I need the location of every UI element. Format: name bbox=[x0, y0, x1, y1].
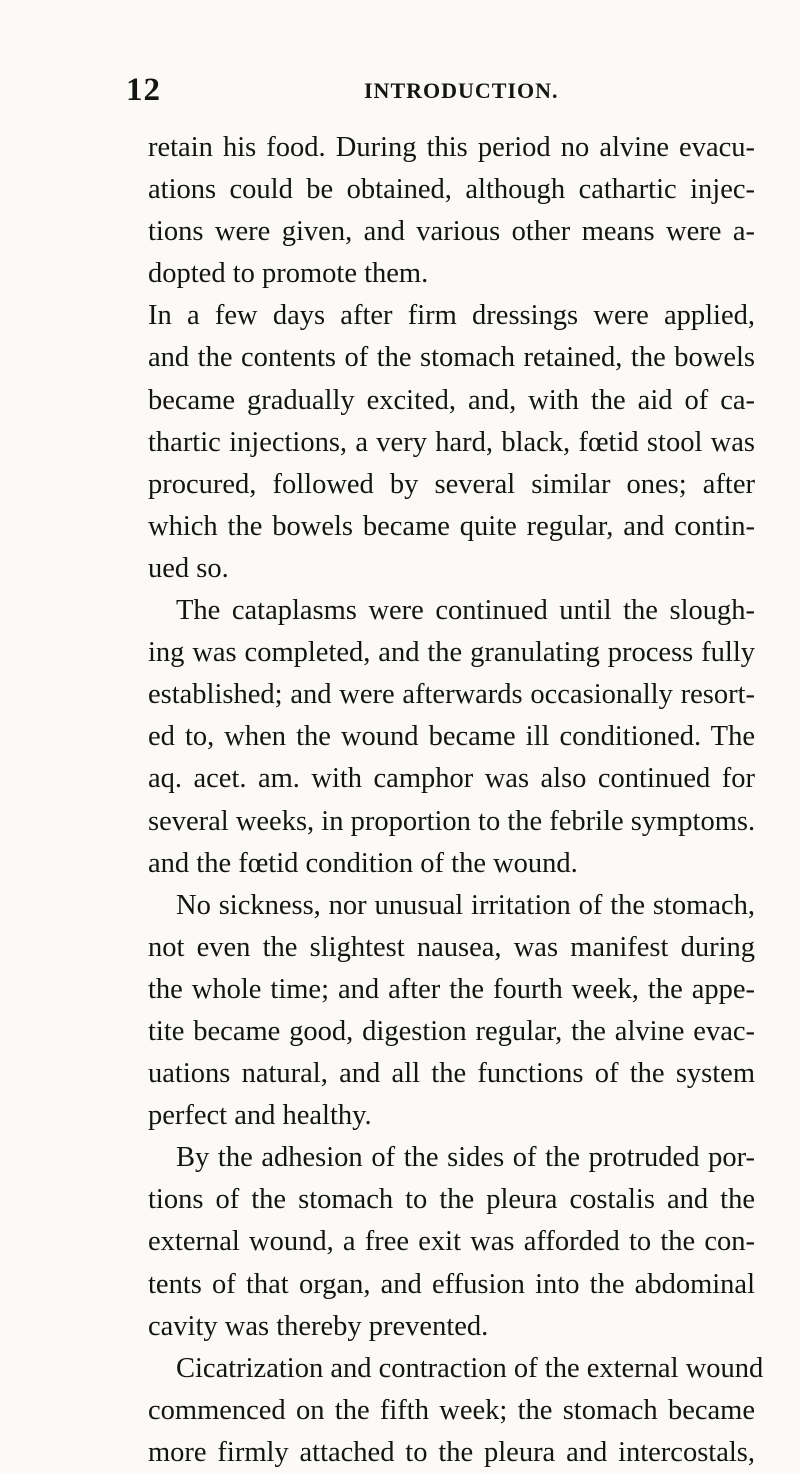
text-line: retain his food. During this period no alvine evacu- bbox=[148, 132, 755, 163]
text-line: which the bowels became quite regular, and contin- bbox=[148, 510, 755, 542]
text-line: perfect and healthy. bbox=[148, 1100, 372, 1132]
text-line: ing was completed, and the granulating process fully bbox=[148, 637, 755, 669]
text-line: uations natural, and all the functions of the system bbox=[148, 1058, 755, 1090]
text-line: ations could be obtained, although cathartic injec- bbox=[148, 174, 755, 206]
page-number: 12 bbox=[126, 72, 161, 108]
text-line: external wound, a free exit was afforded to the con- bbox=[148, 1226, 755, 1258]
text-line: and the contents of the stomach retained, the bowels bbox=[148, 342, 755, 374]
text-line: tions were given, and various other means were a- bbox=[148, 216, 755, 248]
text-line: dopted to promote them. bbox=[148, 258, 429, 290]
body-text bbox=[148, 127, 764, 1474]
text-line: By the adhesion of the sides of the protruded por- bbox=[176, 1142, 755, 1174]
text-line: ed to, when the wound became ill conditioned. The bbox=[148, 721, 755, 753]
text-line: The cataplasms were continued until the slough- bbox=[176, 595, 755, 627]
text-line: became gradually excited, and, with the aid of ca- bbox=[148, 384, 755, 416]
text-line: tions of the stomach to the pleura costalis and the bbox=[148, 1184, 755, 1216]
text-line: several weeks, in proportion to the febrile symptoms. bbox=[148, 805, 756, 837]
text-line: the whole time; and after the fourth week, the appe- bbox=[148, 973, 755, 1005]
text-line: thartic injections, a very hard, black, fœtid stool was bbox=[148, 426, 755, 458]
text-line: tite became good, digestion regular, the alvine evac- bbox=[148, 1015, 755, 1047]
text-line: tents of that organ, and effusion into the abdominal bbox=[148, 1268, 755, 1300]
text-line: Cicatrization and contraction of the external wound bbox=[176, 1352, 764, 1384]
text-line: ued so. bbox=[148, 552, 229, 584]
text-line: procured, followed by several similar ones; after bbox=[148, 468, 755, 500]
running-title: INTRODUCTION. bbox=[364, 78, 559, 103]
text-line: not even the slightest nausea, was manifest during bbox=[148, 931, 755, 963]
text-line: cavity was thereby prevented. bbox=[148, 1310, 489, 1342]
text-line: No sickness, nor unusual irritation of the stomach, bbox=[176, 889, 755, 921]
text-line: In a few days after firm dressings were applied, bbox=[148, 300, 755, 332]
text-line: and the fœtid condition of the wound. bbox=[148, 847, 578, 879]
text-line: established; and were afterwards occasionally resort- bbox=[148, 679, 755, 711]
text-line: aq. acet. am. with camphor was also continued for bbox=[148, 763, 755, 795]
running-head bbox=[126, 72, 746, 112]
text-line: commenced on the fifth week; the stomach became bbox=[148, 1394, 755, 1426]
text-line: more firmly attached to the pleura and intercostals, bbox=[148, 1436, 755, 1468]
